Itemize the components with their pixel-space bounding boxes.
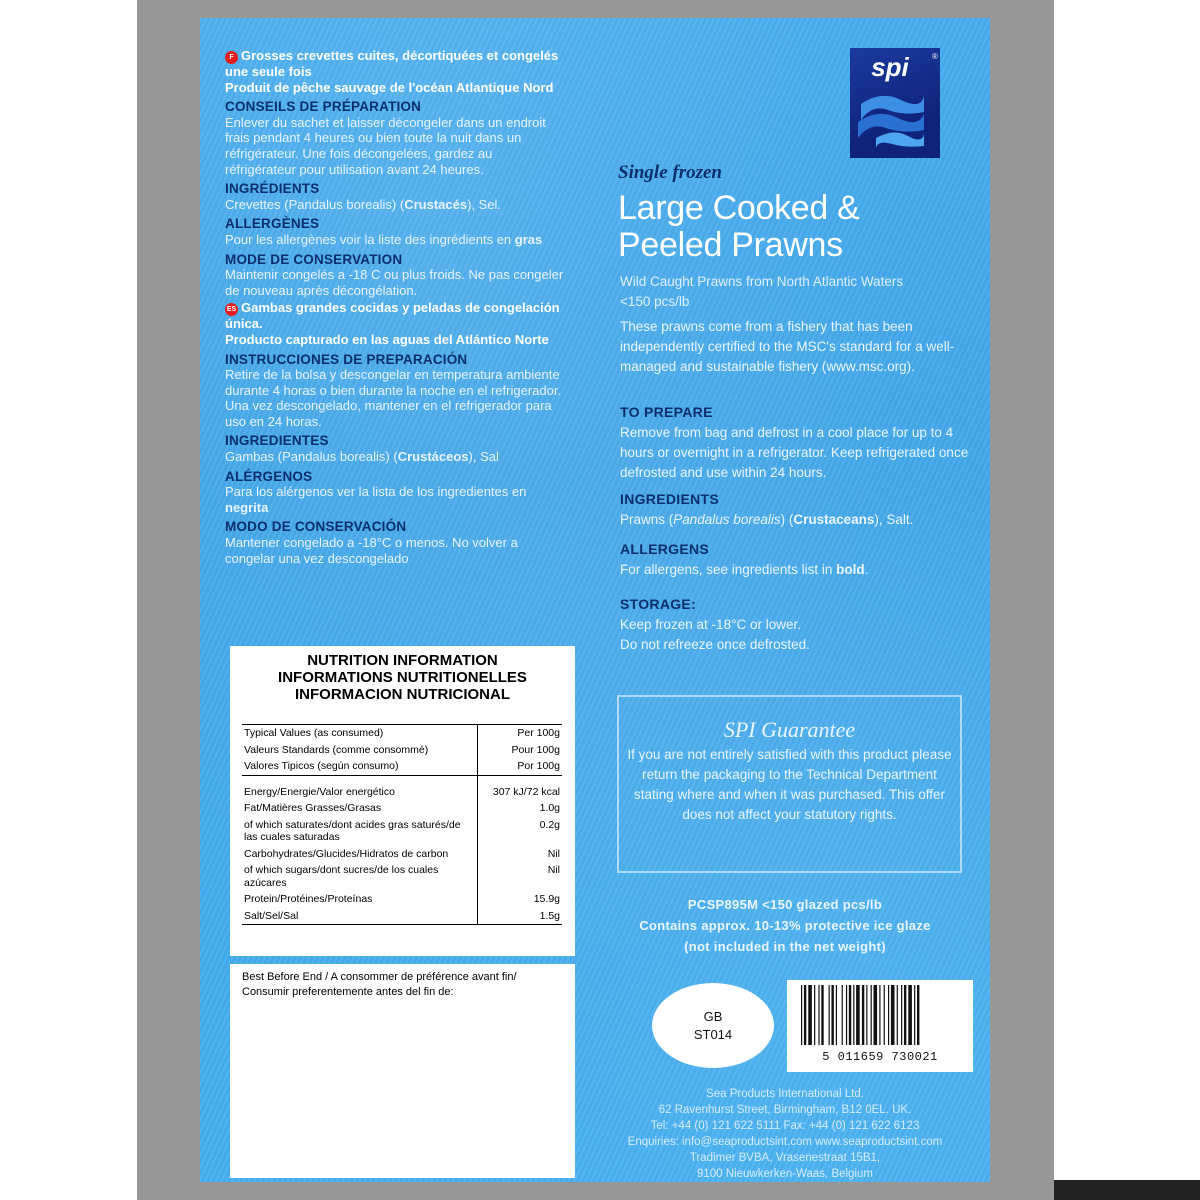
en-prep-title: TO PREPARE <box>620 404 713 420</box>
table-row <box>242 725 562 742</box>
barcode-bar <box>831 985 833 1045</box>
es-storage-text: Mantener congelado a -18°C o menos. No volver a congelar una vez descongelado <box>225 535 518 566</box>
barcode-bar <box>853 985 854 1045</box>
code-line-3: (not included in the net weight) <box>684 939 886 954</box>
barcode-bar <box>856 985 860 1045</box>
spi-logo <box>850 48 940 158</box>
barcode-bar <box>821 985 823 1045</box>
product-title: Large Cooked & Peeled Prawns <box>618 189 860 264</box>
en-allerg-text: For allergens, see ingredients list in bold. <box>620 562 869 577</box>
barcode-bar <box>908 985 912 1045</box>
code-line-1: PCSP895M <150 glazed pcs/lb <box>687 897 883 912</box>
en-storage-line1: Keep frozen at -18°C or lower. <box>620 617 801 632</box>
es-prep-text: Retire de la bolsa y descongelar en temperatura ambiente durante 4 horas o bien durante la noche en el refrigerador. Una vez descongelado, mantener en el refrigerador para uso en 24 horas. <box>225 367 562 429</box>
barcode-bar <box>914 985 915 1045</box>
french-spanish-text <box>225 48 565 566</box>
barcode-bar <box>804 985 806 1045</box>
en-ingr-title: INGREDIENTS <box>620 491 719 507</box>
fr-prep-title: CONSEILS DE PRÉPARATION <box>225 99 422 115</box>
en-storage-title: STORAGE: <box>620 596 697 612</box>
address-line: 62 Ravenhurst Street, Birmingham, B12 0EL. UK. <box>658 1104 912 1116</box>
nutrient-value: 15.9g <box>478 891 563 908</box>
es-storage-title: MODO DE CONSERVACIÓN <box>225 519 407 535</box>
nutrient-label: Fat/Matières Grasses/Grasas <box>244 802 382 814</box>
nutrient-label: Salt/Sel/Sal <box>242 908 478 925</box>
barcode-bar <box>836 985 837 1045</box>
table-row <box>242 862 562 891</box>
fr-ingr-text: Crevettes (Pandalus borealis) (Crustacés), Sel. <box>225 196 502 212</box>
address-line: Enquiries: info@seaproductsint.com www.seaproductsint.com <box>627 1136 943 1148</box>
nutrient-label: Protein/Protéines/Proteínas <box>244 893 373 905</box>
barcode-bar <box>808 985 812 1045</box>
health-mark-oval <box>652 983 774 1068</box>
barcode-bar <box>846 985 847 1045</box>
en-ingr-text: Prawns (Pandalus borealis) (Crustaceans), Salt. <box>620 512 914 527</box>
fr-ingr-title: INGRÉDIENTS <box>225 181 320 197</box>
corner-block <box>1054 1180 1200 1200</box>
msc-text: These prawns come from a fishery that has been independently certified to the MSC's standard for a well-managed and sustainable fishery (www.msc.org). <box>620 319 955 374</box>
subtitle: Single frozen <box>618 162 722 183</box>
guarantee-text: If you are not entirely satisfied with this product please return the packaging to the Technical Department stating where and when it was purchased. This offer does not affect your statutory rights. <box>627 747 952 822</box>
nutrient-value: Pour 100g <box>478 742 563 759</box>
left-margin <box>0 0 137 1200</box>
nutrient-label: Valores Tipicos (según consumo) <box>244 760 399 772</box>
barcode-bar <box>801 985 802 1045</box>
barcode-bar <box>871 985 872 1045</box>
es-ingr-title: INGREDIENTES <box>225 433 329 449</box>
nutrient-label: of which sugars/dont sucres/de los cuales azúcares <box>244 864 439 889</box>
table-row <box>242 800 562 817</box>
fr-allerg-text: Pour les allergènes voir la liste des ingrédients en gras <box>225 231 543 247</box>
es-allerg-title: ALÉRGENOS <box>225 468 313 484</box>
nutrient-value: Nil <box>478 846 563 863</box>
table-row <box>242 891 562 908</box>
wave-icon <box>856 86 926 150</box>
barcode-bar <box>879 985 880 1045</box>
table-row <box>242 817 562 846</box>
fr-prep-text: Enlever du sachet et laisser décongeler dans un endroit frais pendant 4 heures ou bien toute la nuit dans un réfrigérateur. Une fois décongelées, gardez au réfrigérateur pour utilisation avant 24 heures. <box>225 114 546 177</box>
company-address <box>600 1086 970 1182</box>
barcode-bar <box>891 985 895 1045</box>
french-flag-icon: F <box>225 51 238 64</box>
barcode-bar <box>818 985 819 1045</box>
fr-heading-origin: Produit de pêche sauvage de l'océan Atlantique Nord <box>225 79 554 95</box>
oval-country: GB <box>703 1009 723 1024</box>
barcode-bar <box>866 985 867 1045</box>
es-prep-title: INSTRUCCIONES DE PREPARACIÓN <box>225 351 468 367</box>
table-row <box>242 742 562 759</box>
barcode-bar <box>897 985 898 1045</box>
code-line-2: Contains approx. 10-13% protective ice glaze <box>639 918 931 933</box>
barcode <box>787 980 973 1072</box>
nutrition-heading: NUTRITION INFORMATION INFORMATIONS NUTRITIONELLES INFORMACION NUTRICIONAL <box>278 652 527 703</box>
barcode-bar <box>862 985 864 1045</box>
barcode-bar <box>829 985 830 1045</box>
fr-storage-text: Maintenir congelés a -18 C ou plus froids. Ne pas congeler de nouveau après décongélation. <box>225 267 564 298</box>
barcode-bar <box>888 985 889 1045</box>
en-storage-line2: Do not refreeze once defrosted. <box>620 637 810 652</box>
guarantee-title: SPI Guarantee <box>723 717 856 742</box>
fr-allerg-title: ALLERGÈNES <box>225 216 320 232</box>
fr-storage-title: MODE DE CONSERVATION <box>225 251 403 267</box>
barcode-bar <box>901 985 902 1045</box>
es-heading-origin: Producto capturado en las aguas del Atlántico Norte <box>225 331 549 347</box>
product-code <box>600 894 970 957</box>
barcode-bar <box>842 985 843 1045</box>
en-prep-text: Remove from bag and defrost in a cool place for up to 4 hours or overnight in a refrigerator. Keep refrigerated once defrosted and use within 24 hours. <box>620 425 969 480</box>
nutrient-label: Valeurs Standards (comme consommé) <box>244 743 429 756</box>
barcode-bar <box>814 985 815 1045</box>
en-allerg-title: ALLERGENS <box>620 541 710 557</box>
right-margin <box>1054 0 1200 1200</box>
nutrient-value: Per 100g <box>478 725 563 742</box>
barcode-number: 5 011659 730021 <box>822 1050 938 1064</box>
nutrient-value: Nil <box>478 862 563 891</box>
registered-mark: ® <box>932 52 938 61</box>
table-row <box>242 908 562 925</box>
nutrient-value: Por 100g <box>478 758 563 775</box>
barcode-bars <box>797 985 963 1047</box>
barcode-bar <box>849 985 851 1045</box>
packaging-label <box>200 18 990 1182</box>
address-line: Tel: +44 (0) 121 622 5111 Fax: +44 (0) 121 622 6123 <box>650 1120 920 1132</box>
nutrient-value: 307 kJ/72 kcal <box>478 775 563 800</box>
barcode-bar <box>884 985 885 1045</box>
logo-text: spi <box>871 52 909 82</box>
nutrient-label: Typical Values (as consumed) <box>242 725 478 742</box>
es-heading: ES Gambas grandes cocidas y peladas de congelación única. <box>225 300 560 332</box>
nutrient-value: 1.5g <box>478 908 563 925</box>
nutrient-value: 1.0g <box>478 800 563 817</box>
nutrition-panel <box>230 646 575 956</box>
nutrient-value: 0.2g <box>478 817 563 846</box>
best-before-line: Best Before End / A consommer de préférence avant fin/ <box>242 971 517 983</box>
es-allerg-text: Para los alérgenos ver la lista de los ingredientes en negrita <box>225 484 527 515</box>
barcode-bar <box>874 985 878 1045</box>
guarantee-box <box>617 695 962 873</box>
origin-text: Wild Caught Prawns from North Atlantic Waters <150 pcs/lb <box>620 274 904 309</box>
table-row <box>242 846 562 863</box>
table-row <box>242 758 562 775</box>
best-before-box <box>230 964 575 1178</box>
address-line: Sea Products International Ltd. <box>706 1088 864 1100</box>
barcode-bar <box>904 985 906 1045</box>
spanish-flag-icon: ES <box>225 303 238 316</box>
oval-code: ST014 <box>693 1027 733 1042</box>
address-line: 9100 Nieuwkerken-Waas, Belgium <box>697 1168 873 1180</box>
nutrient-label: Energy/Energie/Valor energético <box>242 775 478 800</box>
es-ingr-text: Gambas (Pandalus borealis) (Crustáceos), Sal <box>225 449 499 465</box>
nutrient-label: of which saturates/dont acides gras saturés/de las cuales saturadas <box>244 818 461 843</box>
table-row <box>242 775 562 800</box>
nutrient-label: Carbohydrates/Glucides/Hidratos de carbon <box>244 847 449 860</box>
nutrition-table <box>242 724 562 925</box>
best-before-line: Consumir preferentemente antes del fin de: <box>242 986 454 998</box>
barcode-bar <box>917 985 919 1045</box>
address-line: Tradimer BVBA, Vrasenestraat 15B1, <box>689 1152 881 1164</box>
fr-heading: F Grosses crevettes cuites, décortiquées et congelés une seule fois <box>225 48 559 79</box>
